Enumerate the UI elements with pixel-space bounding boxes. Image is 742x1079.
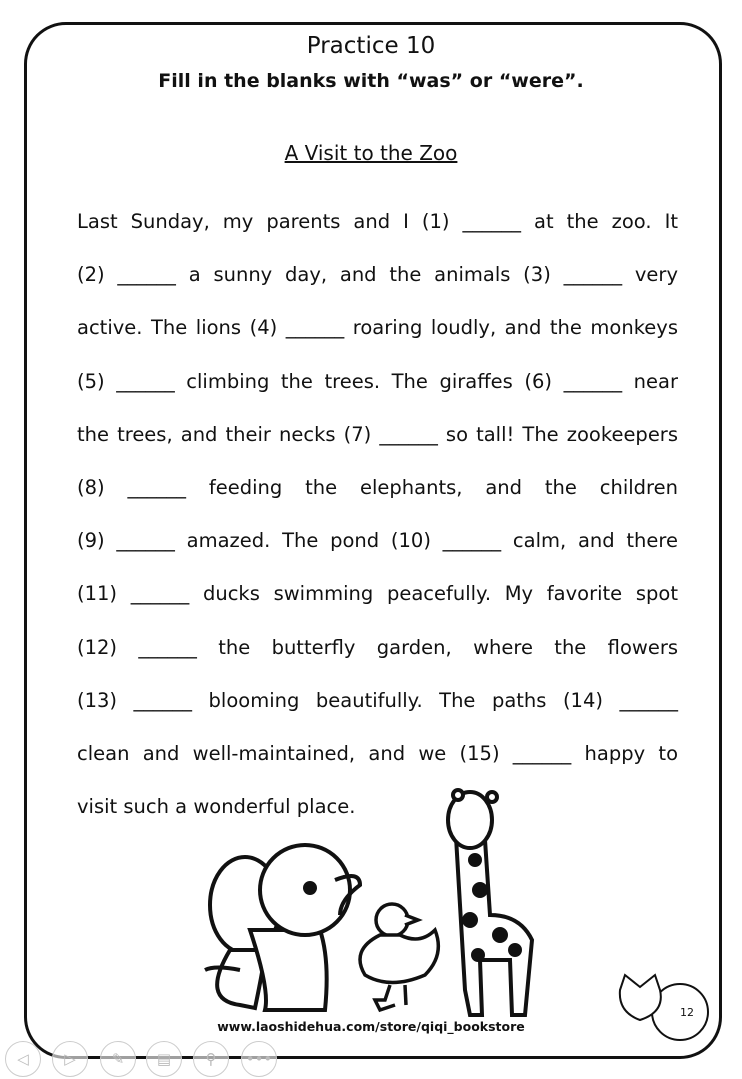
story-title-text: A Visit to the Zoo: [284, 141, 458, 165]
more-button[interactable]: [241, 1041, 277, 1077]
zoom-icon: ⚲: [205, 1050, 217, 1068]
passage-line: active. The lions (4) ______ roaring loudly, and the monkeys: [77, 316, 678, 340]
passage-line: (13) ______ blooming beautifully. The paths (14) ______: [77, 688, 678, 712]
giraffe-icon: [448, 790, 532, 1015]
footer-url: www.laoshidehua.com/store/qiqi_bookstore: [217, 1019, 525, 1034]
previous-button[interactable]: [5, 1041, 41, 1077]
passage-line: (2) ______ a sunny day, and the animals (3) ______ very: [77, 263, 678, 287]
passage-line: (5) ______ climbing the trees. The giraffes (6) ______ near: [77, 369, 678, 393]
passage-line: (9) ______ amazed. The pond (10) ______ calm, and there: [77, 529, 678, 553]
page-title: Practice 10: [306, 33, 436, 59]
more-icon: •••: [245, 1050, 273, 1068]
passage-line: Last Sunday, my parents and I (1) ______ at the zoo. It: [77, 210, 678, 233]
duck-icon: [360, 904, 438, 1010]
passage-line: (8) ______ feeding the elephants, and the children: [77, 475, 678, 499]
page-number: 12: [680, 1006, 694, 1019]
slides-icon: ▤: [156, 1050, 172, 1068]
slides-button[interactable]: [146, 1041, 182, 1077]
passage-line: (12) ______ the butterfly garden, where the flowers: [77, 635, 678, 659]
passage-line: visit such a wonderful place.: [77, 795, 356, 819]
zoom-button[interactable]: [193, 1041, 229, 1077]
elephant-icon: [205, 845, 360, 1010]
passage-line: (11) ______ ducks swimming peacefully. My favorite spot: [77, 582, 678, 606]
instructions: Fill in the blanks with “was” or “were”.: [158, 70, 584, 92]
previous-icon: ◁: [17, 1050, 29, 1068]
passage-line: the trees, and their necks (7) ______ so tall! The zookeepers: [77, 422, 678, 446]
next-icon: ▷: [64, 1050, 76, 1068]
pen-button[interactable]: [100, 1041, 136, 1077]
next-button[interactable]: [52, 1041, 88, 1077]
pen-icon: ✎: [111, 1050, 125, 1068]
passage-line: clean and well-maintained, and we (15) ______ happy to: [77, 741, 678, 765]
